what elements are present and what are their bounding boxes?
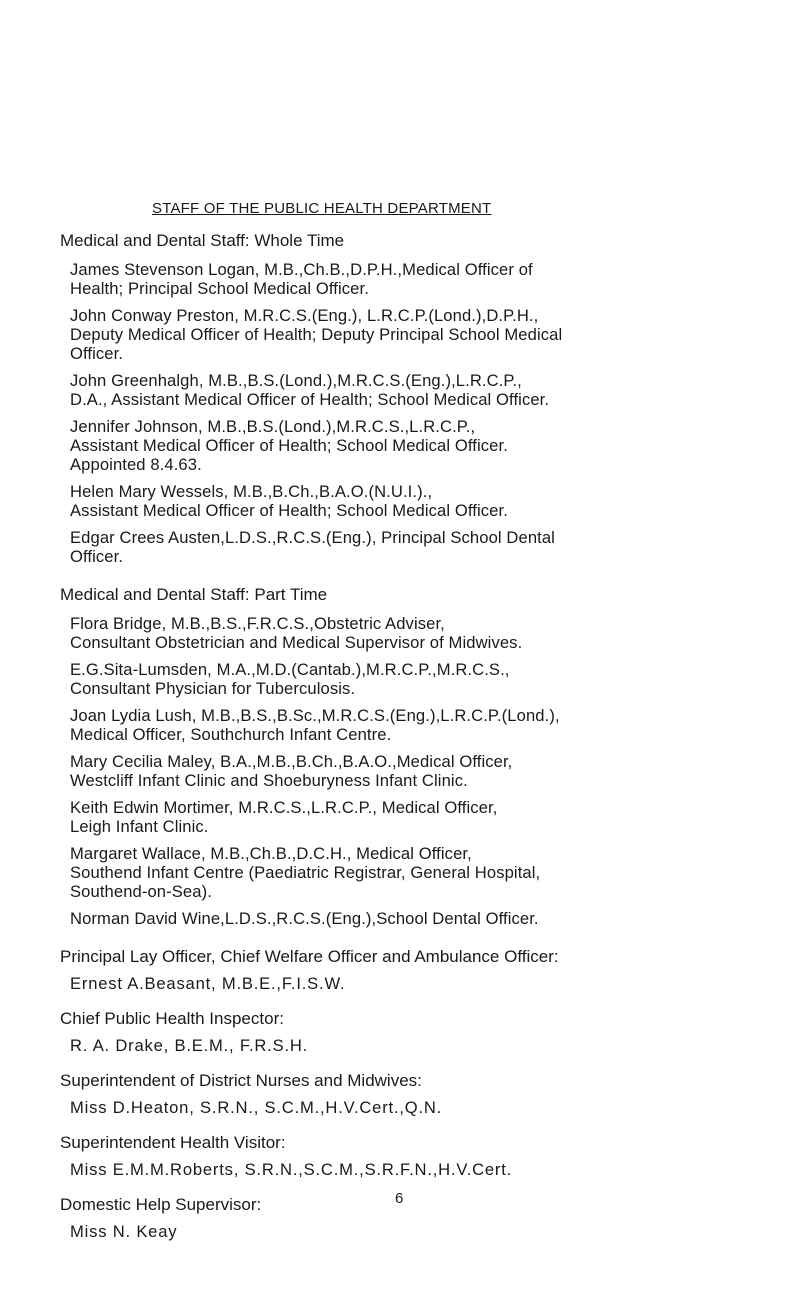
staff-entry-line: Leigh Infant Clinic. xyxy=(70,817,209,836)
staff-entry-line: Southend Infant Centre (Paediatric Registrar, General Hospital, xyxy=(70,863,541,882)
role-block xyxy=(60,1194,790,1242)
staff-entry xyxy=(60,660,790,698)
staff-entry-line: Flora Bridge, M.B.,B.S.,F.R.C.S.,Obstetric Adviser, xyxy=(70,614,445,633)
staff-entry-line: Officer. xyxy=(70,344,124,363)
roles-list xyxy=(60,946,790,1242)
staff-entry-line: Appointed 8.4.63. xyxy=(70,455,202,474)
part-time-entries xyxy=(60,614,790,928)
staff-entry-line: Edgar Crees Austen,L.D.S.,R.C.S.(Eng.), Principal School Dental xyxy=(70,528,555,547)
role-block xyxy=(60,1070,790,1118)
staff-entry xyxy=(60,306,790,363)
staff-entry-line: Margaret Wallace, M.B.,Ch.B.,D.C.H., Medical Officer, xyxy=(70,844,472,863)
page-number: 6 xyxy=(395,1190,404,1207)
staff-entry-line: Southend-on-Sea). xyxy=(70,882,212,901)
page-title: STAFF OF THE PUBLIC HEALTH DEPARTMENT xyxy=(152,200,492,217)
staff-entry-line: Officer. xyxy=(70,547,124,566)
role-holder: R. A. Drake, B.E.M., F.R.S.H. xyxy=(70,1036,309,1055)
staff-entry-line: Medical Officer, Southchurch Infant Centre. xyxy=(70,725,392,744)
role-heading: Superintendent Health Visitor: xyxy=(60,1133,286,1152)
whole-time-section xyxy=(60,230,790,566)
role-heading: Chief Public Health Inspector: xyxy=(60,1009,284,1028)
staff-entry-line: Helen Mary Wessels, M.B.,B.Ch.,B.A.O.(N.U.I.)., xyxy=(70,482,433,501)
role-heading: Superintendent of District Nurses and Midwives: xyxy=(60,1071,422,1090)
part-time-section xyxy=(60,584,790,928)
staff-entry xyxy=(60,614,790,652)
staff-entry-line: John Greenhalgh, M.B.,B.S.(Lond.),M.R.C.S.(Eng.),L.R.C.P., xyxy=(70,371,522,390)
staff-entry-line: Keith Edwin Mortimer, M.R.C.S.,L.R.C.P., Medical Officer, xyxy=(70,798,498,817)
staff-entry xyxy=(60,528,790,566)
staff-entry xyxy=(60,417,790,474)
staff-entry-line: Westcliff Infant Clinic and Shoeburyness Infant Clinic. xyxy=(70,771,468,790)
staff-entry-line: James Stevenson Logan, M.B.,Ch.B.,D.P.H.,Medical Officer of xyxy=(70,260,533,279)
role-block xyxy=(60,1008,790,1056)
staff-entry xyxy=(60,752,790,790)
staff-entry xyxy=(60,371,790,409)
staff-entry xyxy=(60,706,790,744)
role-block xyxy=(60,946,790,994)
staff-entry-line: Jennifer Johnson, M.B.,B.S.(Lond.),M.R.C.S.,L.R.C.P., xyxy=(70,417,476,436)
staff-entry-line: E.G.Sita-Lumsden, M.A.,M.D.(Cantab.),M.R.C.P.,M.R.C.S., xyxy=(70,660,510,679)
role-holder: Miss E.M.M.Roberts, S.R.N.,S.C.M.,S.R.F.N.,H.V.Cert. xyxy=(70,1160,513,1179)
part-time-heading: Medical and Dental Staff: Part Time xyxy=(60,585,328,604)
role-heading: Domestic Help Supervisor: xyxy=(60,1195,262,1214)
role-holder: Ernest A.Beasant, M.B.E.,F.I.S.W. xyxy=(70,974,346,993)
staff-entry-line: Assistant Medical Officer of Health; School Medical Officer. xyxy=(70,501,508,520)
staff-entry-line: Consultant Obstetrician and Medical Supervisor of Midwives. xyxy=(70,633,523,652)
staff-entry xyxy=(60,909,790,928)
role-holder: Miss N. Keay xyxy=(70,1222,178,1241)
staff-entry xyxy=(60,260,790,298)
staff-entry-line: D.A., Assistant Medical Officer of Health; School Medical Officer. xyxy=(70,390,550,409)
staff-entry-line: Joan Lydia Lush, M.B.,B.S.,B.Sc.,M.R.C.S.(Eng.),L.R.C.P.(Lond.), xyxy=(70,706,560,725)
whole-time-heading: Medical and Dental Staff: Whole Time xyxy=(60,231,345,250)
whole-time-entries xyxy=(60,260,790,566)
staff-list xyxy=(60,230,790,1256)
staff-entry-line: Assistant Medical Officer of Health; School Medical Officer. xyxy=(70,436,508,455)
staff-entry xyxy=(60,844,790,901)
role-holder: Miss D.Heaton, S.R.N., S.C.M.,H.V.Cert.,Q.N. xyxy=(70,1098,443,1117)
role-block xyxy=(60,1132,790,1180)
staff-entry-line: John Conway Preston, M.R.C.S.(Eng.), L.R.C.P.(Lond.),D.P.H., xyxy=(70,306,539,325)
staff-entry-line: Norman David Wine,L.D.S.,R.C.S.(Eng.),School Dental Officer. xyxy=(70,909,539,928)
role-heading: Principal Lay Officer, Chief Welfare Officer and Ambulance Officer: xyxy=(60,947,559,966)
staff-entry-line: Mary Cecilia Maley, B.A.,M.B.,B.Ch.,B.A.O.,Medical Officer, xyxy=(70,752,513,771)
staff-entry xyxy=(60,798,790,836)
staff-entry xyxy=(60,482,790,520)
staff-entry-line: Consultant Physician for Tuberculosis. xyxy=(70,679,356,698)
staff-entry-line: Deputy Medical Officer of Health; Deputy Principal School Medical xyxy=(70,325,563,344)
staff-entry-line: Health; Principal School Medical Officer. xyxy=(70,279,369,298)
